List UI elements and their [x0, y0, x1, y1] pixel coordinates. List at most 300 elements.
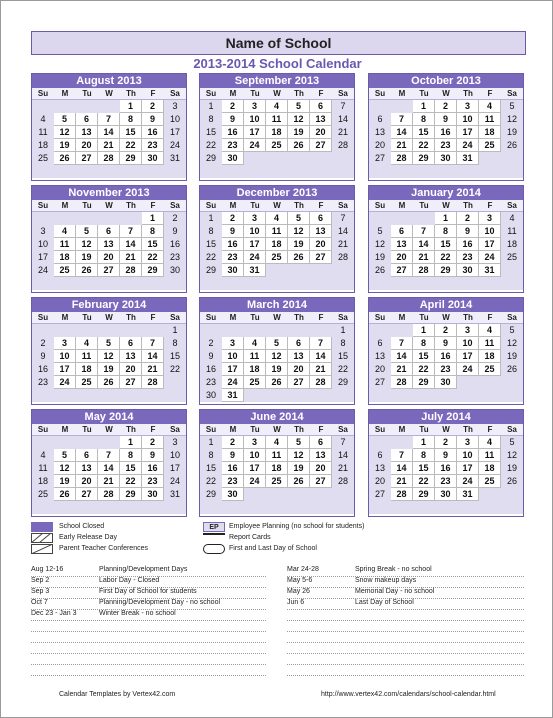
day-cell[interactable]: 17: [54, 363, 76, 376]
day-cell[interactable]: 30: [435, 152, 457, 165]
day-cell[interactable]: 25: [479, 139, 501, 152]
day-cell[interactable]: 12: [288, 225, 310, 238]
day-cell[interactable]: 13: [369, 126, 391, 139]
day-cell[interactable]: 14: [332, 225, 354, 238]
day-cell[interactable]: 22: [142, 251, 164, 264]
day-cell[interactable]: 10: [54, 350, 76, 363]
day-cell[interactable]: 21: [142, 363, 164, 376]
day-cell[interactable]: 5: [288, 212, 310, 225]
day-cell[interactable]: 28: [120, 264, 142, 277]
day-cell[interactable]: 13: [120, 350, 142, 363]
day-cell[interactable]: 6: [76, 449, 98, 462]
day-cell[interactable]: 27: [369, 488, 391, 501]
day-cell[interactable]: 22: [120, 139, 142, 152]
day-cell[interactable]: 10: [244, 449, 266, 462]
day-cell[interactable]: 17: [222, 363, 244, 376]
day-cell[interactable]: 30: [457, 264, 479, 277]
day-cell[interactable]: 19: [501, 462, 523, 475]
day-cell[interactable]: 29: [200, 264, 222, 277]
day-cell[interactable]: 27: [120, 376, 142, 389]
day-cell[interactable]: 9: [222, 225, 244, 238]
day-cell[interactable]: 25: [54, 264, 76, 277]
day-cell[interactable]: 18: [479, 462, 501, 475]
day-cell[interactable]: 21: [98, 139, 120, 152]
day-cell[interactable]: 18: [32, 475, 54, 488]
day-cell[interactable]: 24: [457, 139, 479, 152]
day-cell[interactable]: 7: [391, 449, 413, 462]
day-cell[interactable]: 13: [369, 350, 391, 363]
day-cell[interactable]: 6: [288, 337, 310, 350]
day-cell[interactable]: 11: [266, 225, 288, 238]
school-name[interactable]: Name of School: [31, 31, 526, 55]
day-cell[interactable]: 17: [244, 238, 266, 251]
day-cell[interactable]: 26: [501, 475, 523, 488]
day-cell[interactable]: 11: [479, 449, 501, 462]
day-cell[interactable]: 31: [222, 389, 244, 402]
day-cell[interactable]: 21: [332, 238, 354, 251]
day-cell[interactable]: 3: [457, 436, 479, 449]
day-cell[interactable]: 10: [32, 238, 54, 251]
day-cell[interactable]: 26: [501, 139, 523, 152]
day-cell[interactable]: 17: [164, 462, 186, 475]
day-cell[interactable]: 23: [222, 139, 244, 152]
day-cell[interactable]: 16: [222, 238, 244, 251]
day-cell[interactable]: 13: [369, 462, 391, 475]
day-cell[interactable]: 19: [288, 238, 310, 251]
day-cell[interactable]: 9: [435, 337, 457, 350]
day-cell[interactable]: 9: [200, 350, 222, 363]
day-cell[interactable]: 16: [222, 462, 244, 475]
day-cell[interactable]: 5: [501, 436, 523, 449]
day-cell[interactable]: 2: [200, 337, 222, 350]
day-cell[interactable]: 18: [54, 251, 76, 264]
day-cell[interactable]: 30: [222, 152, 244, 165]
day-cell[interactable]: 6: [369, 449, 391, 462]
day-cell[interactable]: 18: [479, 350, 501, 363]
day-cell[interactable]: 5: [54, 113, 76, 126]
day-cell[interactable]: 22: [413, 475, 435, 488]
day-cell[interactable]: 28: [98, 488, 120, 501]
day-cell[interactable]: 17: [479, 238, 501, 251]
day-cell[interactable]: 29: [435, 264, 457, 277]
day-cell[interactable]: 10: [457, 449, 479, 462]
day-cell[interactable]: 9: [435, 113, 457, 126]
day-cell[interactable]: 7: [120, 225, 142, 238]
day-cell[interactable]: 25: [479, 363, 501, 376]
day-cell[interactable]: 22: [164, 363, 186, 376]
day-cell[interactable]: 26: [76, 264, 98, 277]
day-cell[interactable]: 19: [76, 251, 98, 264]
day-cell[interactable]: 8: [120, 113, 142, 126]
day-cell[interactable]: 14: [391, 126, 413, 139]
day-cell[interactable]: 3: [479, 212, 501, 225]
day-cell[interactable]: 2: [435, 100, 457, 113]
day-cell[interactable]: 21: [391, 363, 413, 376]
day-cell[interactable]: 15: [413, 126, 435, 139]
day-cell[interactable]: 19: [266, 363, 288, 376]
day-cell[interactable]: 11: [501, 225, 523, 238]
day-cell[interactable]: 21: [391, 475, 413, 488]
day-cell[interactable]: 19: [369, 251, 391, 264]
day-cell[interactable]: 13: [310, 225, 332, 238]
day-cell[interactable]: 8: [332, 337, 354, 350]
day-cell[interactable]: 29: [200, 152, 222, 165]
day-cell[interactable]: 14: [332, 113, 354, 126]
day-cell[interactable]: 3: [457, 100, 479, 113]
day-cell[interactable]: 18: [266, 462, 288, 475]
day-cell[interactable]: 22: [435, 251, 457, 264]
day-cell[interactable]: 7: [413, 225, 435, 238]
day-cell[interactable]: 15: [120, 462, 142, 475]
day-cell[interactable]: 12: [76, 238, 98, 251]
day-cell[interactable]: 21: [332, 462, 354, 475]
day-cell[interactable]: 20: [76, 139, 98, 152]
day-cell[interactable]: 30: [222, 264, 244, 277]
day-cell[interactable]: 11: [32, 126, 54, 139]
day-cell[interactable]: 16: [200, 363, 222, 376]
day-cell[interactable]: 6: [391, 225, 413, 238]
day-cell[interactable]: 30: [142, 488, 164, 501]
day-cell[interactable]: 3: [32, 225, 54, 238]
day-cell[interactable]: 24: [244, 475, 266, 488]
day-cell[interactable]: 15: [120, 126, 142, 139]
day-cell[interactable]: 29: [413, 152, 435, 165]
day-cell[interactable]: 22: [120, 475, 142, 488]
day-cell[interactable]: 24: [32, 264, 54, 277]
day-cell[interactable]: 2: [222, 436, 244, 449]
day-cell[interactable]: 1: [413, 324, 435, 337]
day-cell[interactable]: 1: [413, 436, 435, 449]
day-cell[interactable]: 30: [435, 488, 457, 501]
day-cell[interactable]: 24: [457, 363, 479, 376]
day-cell[interactable]: 21: [391, 139, 413, 152]
day-cell[interactable]: 12: [266, 350, 288, 363]
day-cell[interactable]: 12: [369, 238, 391, 251]
day-cell[interactable]: 8: [413, 337, 435, 350]
day-cell[interactable]: 5: [266, 337, 288, 350]
day-cell[interactable]: 4: [479, 324, 501, 337]
day-cell[interactable]: 11: [266, 113, 288, 126]
day-cell[interactable]: 23: [222, 475, 244, 488]
day-cell[interactable]: 12: [501, 449, 523, 462]
day-cell[interactable]: 18: [501, 238, 523, 251]
day-cell[interactable]: 20: [391, 251, 413, 264]
day-cell[interactable]: 12: [288, 449, 310, 462]
day-cell[interactable]: 28: [142, 376, 164, 389]
day-cell[interactable]: 20: [310, 126, 332, 139]
day-cell[interactable]: 9: [222, 113, 244, 126]
day-cell[interactable]: 14: [391, 462, 413, 475]
day-cell[interactable]: 19: [98, 363, 120, 376]
day-cell[interactable]: 20: [369, 475, 391, 488]
day-cell[interactable]: 20: [310, 238, 332, 251]
day-cell[interactable]: 19: [501, 350, 523, 363]
day-cell[interactable]: 27: [369, 152, 391, 165]
day-cell[interactable]: 21: [120, 251, 142, 264]
day-cell[interactable]: 20: [98, 251, 120, 264]
day-cell[interactable]: 26: [288, 139, 310, 152]
day-cell[interactable]: 16: [435, 462, 457, 475]
day-cell[interactable]: 9: [457, 225, 479, 238]
day-cell[interactable]: 23: [32, 376, 54, 389]
day-cell[interactable]: 23: [435, 475, 457, 488]
day-cell[interactable]: 14: [120, 238, 142, 251]
day-cell[interactable]: 1: [435, 212, 457, 225]
day-cell[interactable]: 15: [435, 238, 457, 251]
day-cell[interactable]: 13: [310, 449, 332, 462]
day-cell[interactable]: 23: [142, 475, 164, 488]
day-cell[interactable]: 2: [457, 212, 479, 225]
day-cell[interactable]: 27: [310, 475, 332, 488]
day-cell[interactable]: 5: [288, 436, 310, 449]
day-cell[interactable]: 16: [435, 350, 457, 363]
day-cell[interactable]: 8: [164, 337, 186, 350]
day-cell[interactable]: 8: [200, 113, 222, 126]
day-cell[interactable]: 9: [435, 449, 457, 462]
day-cell[interactable]: 9: [32, 350, 54, 363]
day-cell[interactable]: 26: [369, 264, 391, 277]
day-cell[interactable]: 1: [200, 100, 222, 113]
day-cell[interactable]: 26: [54, 152, 76, 165]
day-cell[interactable]: 12: [288, 113, 310, 126]
day-cell[interactable]: 23: [164, 251, 186, 264]
day-cell[interactable]: 8: [413, 113, 435, 126]
day-cell[interactable]: 24: [222, 376, 244, 389]
day-cell[interactable]: 30: [200, 389, 222, 402]
day-cell[interactable]: 6: [310, 212, 332, 225]
day-cell[interactable]: 19: [54, 475, 76, 488]
day-cell[interactable]: 18: [266, 238, 288, 251]
day-cell[interactable]: 6: [369, 337, 391, 350]
day-cell[interactable]: 26: [54, 488, 76, 501]
day-cell[interactable]: 7: [391, 113, 413, 126]
day-cell[interactable]: 21: [98, 475, 120, 488]
day-cell[interactable]: 22: [332, 363, 354, 376]
day-cell[interactable]: 22: [413, 139, 435, 152]
day-cell[interactable]: 29: [200, 488, 222, 501]
day-cell[interactable]: 17: [244, 462, 266, 475]
day-cell[interactable]: 11: [479, 113, 501, 126]
day-cell[interactable]: 15: [332, 350, 354, 363]
day-cell[interactable]: 26: [501, 363, 523, 376]
day-cell[interactable]: 18: [266, 126, 288, 139]
day-cell[interactable]: 31: [479, 264, 501, 277]
day-cell[interactable]: 15: [200, 238, 222, 251]
day-cell[interactable]: 9: [164, 225, 186, 238]
day-cell[interactable]: 28: [413, 264, 435, 277]
day-cell[interactable]: 7: [142, 337, 164, 350]
day-cell[interactable]: 14: [413, 238, 435, 251]
day-cell[interactable]: 7: [391, 337, 413, 350]
day-cell[interactable]: 12: [501, 113, 523, 126]
day-cell[interactable]: 27: [76, 152, 98, 165]
day-cell[interactable]: 28: [98, 152, 120, 165]
day-cell[interactable]: 13: [391, 238, 413, 251]
day-cell[interactable]: 6: [120, 337, 142, 350]
day-cell[interactable]: 12: [54, 126, 76, 139]
day-cell[interactable]: 18: [479, 126, 501, 139]
day-cell[interactable]: 2: [164, 212, 186, 225]
day-cell[interactable]: 4: [54, 225, 76, 238]
day-cell[interactable]: 16: [457, 238, 479, 251]
day-cell[interactable]: 6: [369, 113, 391, 126]
day-cell[interactable]: 2: [32, 337, 54, 350]
day-cell[interactable]: 6: [76, 113, 98, 126]
day-cell[interactable]: 14: [310, 350, 332, 363]
day-cell[interactable]: 17: [457, 126, 479, 139]
day-cell[interactable]: 13: [76, 462, 98, 475]
day-cell[interactable]: 5: [98, 337, 120, 350]
day-cell[interactable]: 27: [288, 376, 310, 389]
day-cell[interactable]: 3: [164, 100, 186, 113]
day-cell[interactable]: 20: [310, 462, 332, 475]
day-cell[interactable]: 6: [98, 225, 120, 238]
day-cell[interactable]: 24: [244, 251, 266, 264]
day-cell[interactable]: 14: [391, 350, 413, 363]
day-cell[interactable]: 19: [288, 462, 310, 475]
day-cell[interactable]: 31: [244, 264, 266, 277]
day-cell[interactable]: 7: [98, 449, 120, 462]
day-cell[interactable]: 24: [244, 139, 266, 152]
day-cell[interactable]: 15: [200, 126, 222, 139]
day-cell[interactable]: 23: [200, 376, 222, 389]
day-cell[interactable]: 11: [54, 238, 76, 251]
day-cell[interactable]: 28: [391, 488, 413, 501]
day-cell[interactable]: 2: [222, 100, 244, 113]
day-cell[interactable]: 8: [435, 225, 457, 238]
day-cell[interactable]: 9: [222, 449, 244, 462]
day-cell[interactable]: 27: [310, 251, 332, 264]
day-cell[interactable]: 6: [310, 436, 332, 449]
day-cell[interactable]: 29: [413, 376, 435, 389]
day-cell[interactable]: 10: [244, 113, 266, 126]
day-cell[interactable]: 21: [310, 363, 332, 376]
day-cell[interactable]: 26: [98, 376, 120, 389]
day-cell[interactable]: 31: [457, 152, 479, 165]
day-cell[interactable]: 11: [76, 350, 98, 363]
day-cell[interactable]: 29: [413, 488, 435, 501]
day-cell[interactable]: 11: [479, 337, 501, 350]
day-cell[interactable]: 21: [413, 251, 435, 264]
day-cell[interactable]: 5: [288, 100, 310, 113]
day-cell[interactable]: 31: [457, 488, 479, 501]
day-cell[interactable]: 1: [200, 436, 222, 449]
day-cell[interactable]: 26: [288, 475, 310, 488]
day-cell[interactable]: 4: [479, 100, 501, 113]
day-cell[interactable]: 23: [457, 251, 479, 264]
day-cell[interactable]: 28: [391, 152, 413, 165]
day-cell[interactable]: 30: [222, 488, 244, 501]
day-cell[interactable]: 1: [413, 100, 435, 113]
day-cell[interactable]: 18: [76, 363, 98, 376]
day-cell[interactable]: 31: [164, 488, 186, 501]
day-cell[interactable]: 24: [54, 376, 76, 389]
day-cell[interactable]: 24: [479, 251, 501, 264]
day-cell[interactable]: 17: [457, 350, 479, 363]
day-cell[interactable]: 2: [142, 100, 164, 113]
day-cell[interactable]: 27: [98, 264, 120, 277]
day-cell[interactable]: 25: [501, 251, 523, 264]
day-cell[interactable]: 2: [435, 324, 457, 337]
day-cell[interactable]: 19: [54, 139, 76, 152]
day-cell[interactable]: 16: [142, 462, 164, 475]
day-cell[interactable]: 19: [288, 126, 310, 139]
day-cell[interactable]: 25: [479, 475, 501, 488]
day-cell[interactable]: 5: [76, 225, 98, 238]
day-cell[interactable]: 30: [164, 264, 186, 277]
day-cell[interactable]: 16: [32, 363, 54, 376]
day-cell[interactable]: 4: [266, 212, 288, 225]
day-cell[interactable]: 24: [164, 139, 186, 152]
day-cell[interactable]: 13: [310, 113, 332, 126]
day-cell[interactable]: 7: [332, 212, 354, 225]
day-cell[interactable]: 10: [457, 113, 479, 126]
day-cell[interactable]: 29: [142, 264, 164, 277]
day-cell[interactable]: 23: [142, 139, 164, 152]
day-cell[interactable]: 7: [332, 100, 354, 113]
day-cell[interactable]: 4: [266, 436, 288, 449]
day-cell[interactable]: 10: [164, 113, 186, 126]
day-cell[interactable]: 26: [288, 251, 310, 264]
day-cell[interactable]: 10: [164, 449, 186, 462]
day-cell[interactable]: 3: [222, 337, 244, 350]
day-cell[interactable]: 5: [501, 100, 523, 113]
day-cell[interactable]: 20: [369, 139, 391, 152]
day-cell[interactable]: 23: [435, 139, 457, 152]
day-cell[interactable]: 14: [142, 350, 164, 363]
day-cell[interactable]: 28: [310, 376, 332, 389]
day-cell[interactable]: 15: [142, 238, 164, 251]
day-cell[interactable]: 29: [120, 488, 142, 501]
day-cell[interactable]: 13: [98, 238, 120, 251]
day-cell[interactable]: 8: [200, 225, 222, 238]
day-cell[interactable]: 4: [479, 436, 501, 449]
day-cell[interactable]: 23: [435, 363, 457, 376]
day-cell[interactable]: 4: [266, 100, 288, 113]
day-cell[interactable]: 3: [244, 212, 266, 225]
day-cell[interactable]: 18: [32, 139, 54, 152]
day-cell[interactable]: 10: [457, 337, 479, 350]
day-cell[interactable]: 4: [501, 212, 523, 225]
day-cell[interactable]: 3: [457, 324, 479, 337]
day-cell[interactable]: 29: [120, 152, 142, 165]
day-cell[interactable]: 25: [266, 475, 288, 488]
day-cell[interactable]: 27: [76, 488, 98, 501]
day-cell[interactable]: 26: [266, 376, 288, 389]
day-cell[interactable]: 31: [164, 152, 186, 165]
day-cell[interactable]: 4: [76, 337, 98, 350]
day-cell[interactable]: 8: [142, 225, 164, 238]
day-cell[interactable]: 25: [266, 251, 288, 264]
day-cell[interactable]: 15: [413, 350, 435, 363]
day-cell[interactable]: 8: [200, 449, 222, 462]
day-cell[interactable]: 20: [76, 475, 98, 488]
day-cell[interactable]: 3: [244, 100, 266, 113]
day-cell[interactable]: 1: [120, 100, 142, 113]
day-cell[interactable]: 4: [244, 337, 266, 350]
day-cell[interactable]: 20: [369, 363, 391, 376]
day-cell[interactable]: 25: [76, 376, 98, 389]
day-cell[interactable]: 2: [222, 212, 244, 225]
day-cell[interactable]: 24: [457, 475, 479, 488]
day-cell[interactable]: 15: [164, 350, 186, 363]
day-cell[interactable]: 21: [332, 126, 354, 139]
day-cell[interactable]: 4: [32, 449, 54, 462]
day-cell[interactable]: 1: [164, 324, 186, 337]
day-cell[interactable]: 16: [222, 126, 244, 139]
day-cell[interactable]: 11: [244, 350, 266, 363]
day-cell[interactable]: 27: [391, 264, 413, 277]
